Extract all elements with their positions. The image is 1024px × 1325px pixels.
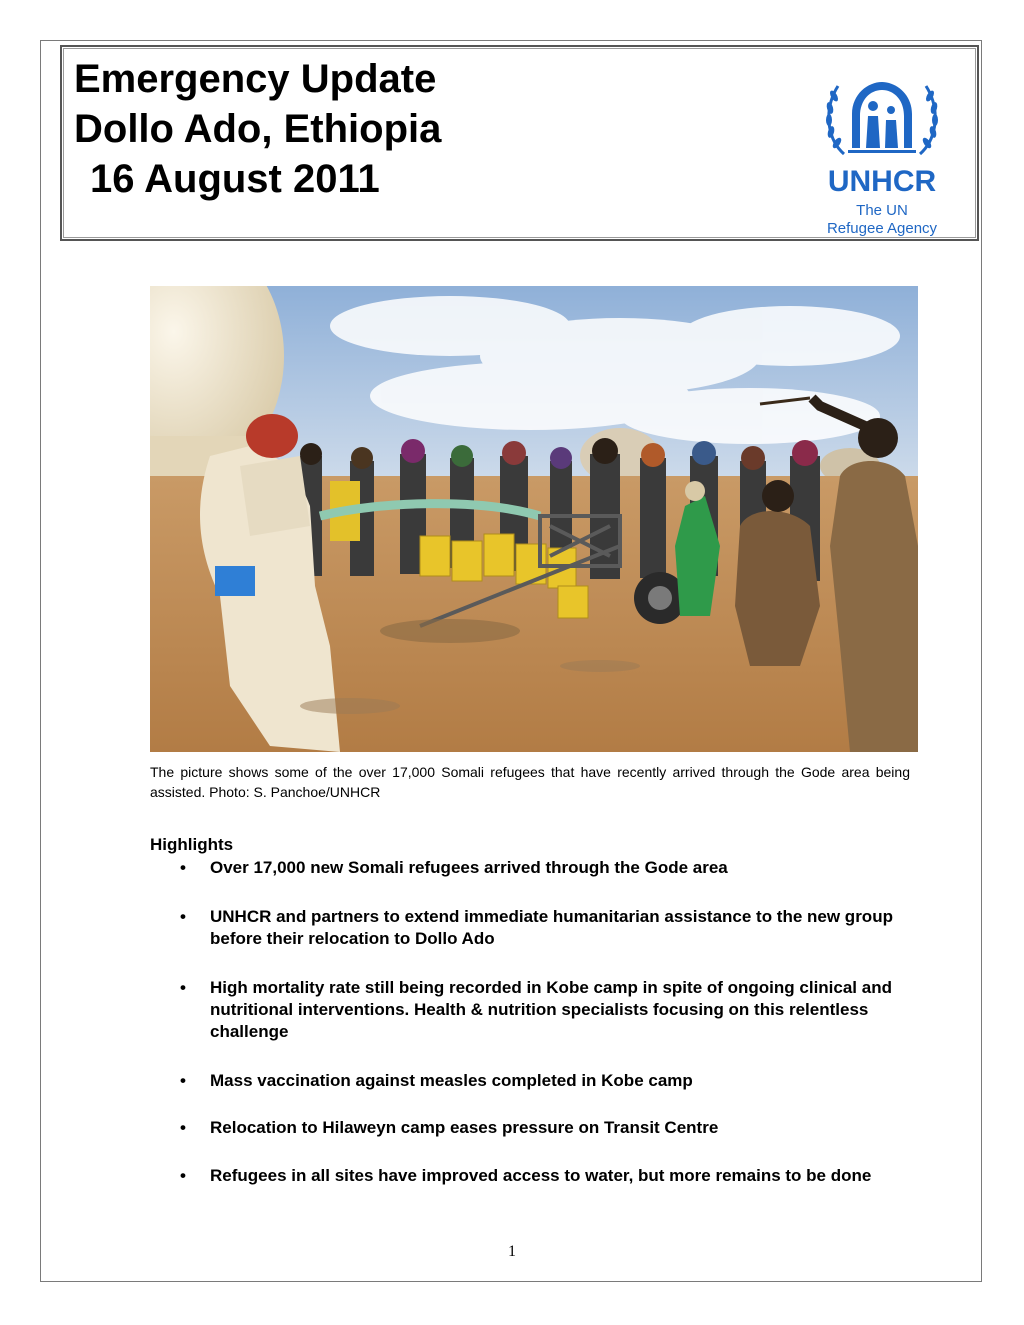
highlights-heading: Highlights	[150, 835, 234, 854]
bullet-icon: •	[180, 858, 186, 877]
photo-illustration	[150, 286, 918, 752]
bullet-icon: •	[180, 1118, 186, 1137]
page-number: 1	[508, 1243, 516, 1260]
unhcr-emblem-icon	[812, 72, 952, 164]
bullet-icon: •	[180, 907, 186, 926]
bullet-icon: •	[180, 1071, 186, 1090]
highlight-text: Over 17,000 new Somali refugees arrived through the Gode area	[210, 858, 728, 877]
highlight-text: UNHCR and partners to extend immediate humanitarian assistance to the new group before their relocation to Dollo Ado	[210, 907, 893, 948]
unhcr-wordmark: UNHCR	[827, 165, 937, 198]
highlight-text: Refugees in all sites have improved access to water, but more remains to be done	[210, 1166, 872, 1185]
bullet-icon: •	[180, 1166, 186, 1185]
unhcr-logo	[812, 72, 952, 242]
refugee-water-distribution-photo	[150, 286, 918, 752]
title-line-3: 16 August 2011	[90, 157, 380, 201]
highlight-text: Mass vaccination against measles completed in Kobe camp	[210, 1071, 693, 1090]
highlight-text: High mortality rate still being recorded in Kobe camp in spite of ongoing clinical and nutritional interventions. Health & nutrition specialists focusing on this relentless challenge	[210, 978, 892, 1041]
title-line-1: Emergency Update	[74, 57, 437, 101]
logo-tagline-line1: The UN	[856, 202, 908, 219]
highlight-text: Relocation to Hilaweyn camp eases pressure on Transit Centre	[210, 1118, 719, 1137]
bullet-icon: •	[180, 978, 186, 997]
title-line-2: Dollo Ado, Ethiopia	[74, 107, 442, 151]
logo-tagline-line2: Refugee Agency	[826, 220, 938, 237]
photo-caption: The picture shows some of the over 17,000 Somali refugees that have recently arrived through the Gode area being assisted. Photo: S. Panchoe/UNHCR	[150, 764, 910, 800]
